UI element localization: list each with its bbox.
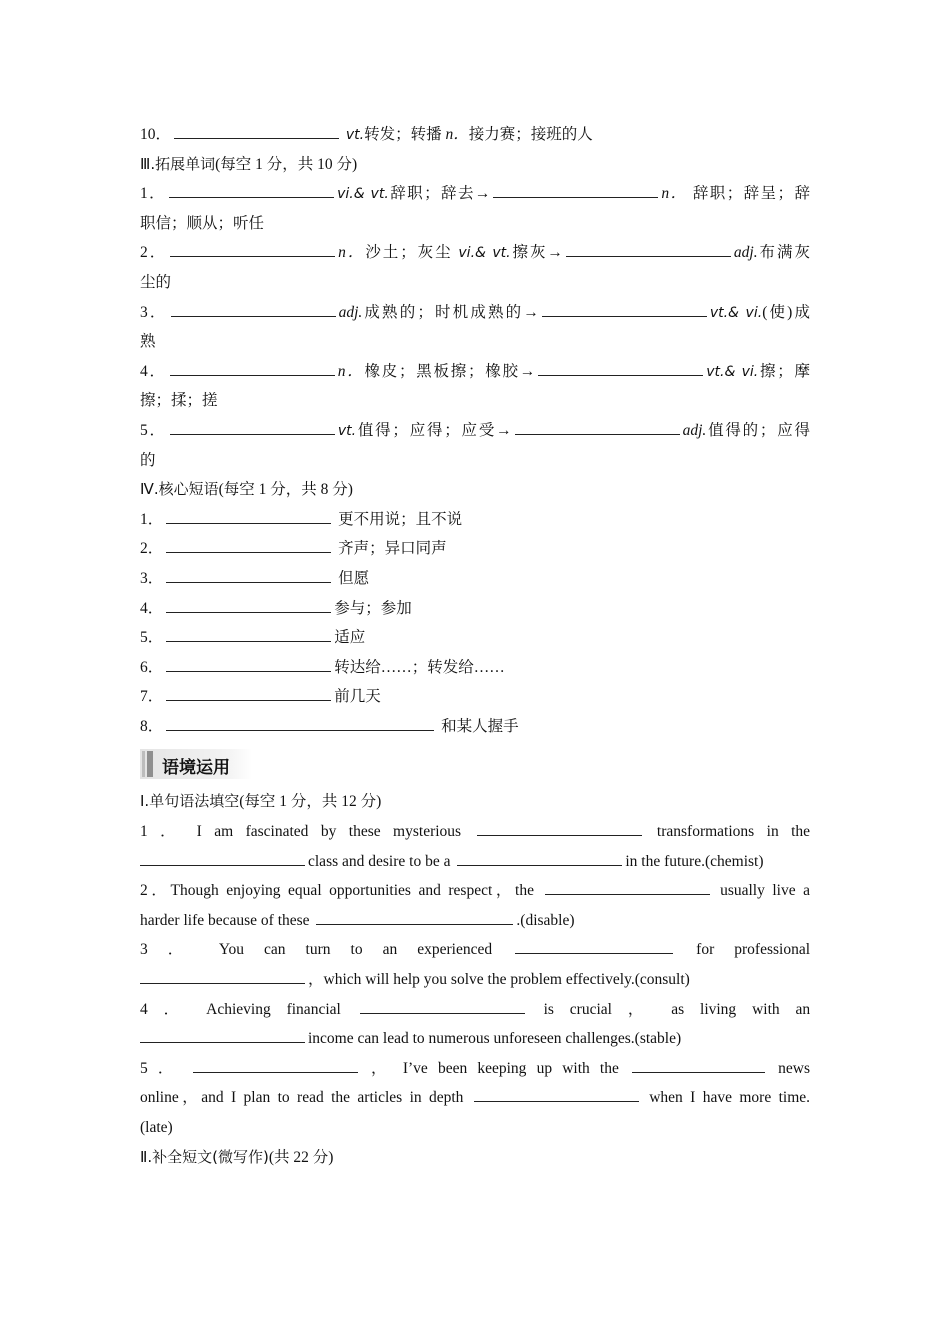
extended-word-3-cont: [140, 327, 810, 357]
text-sentences-s1a-1: ．: [160, 823, 185, 841]
text-sectionI-title: 单句语法填空: [149, 792, 240, 811]
text-sentences-s1c: in the future.(chemist): [625, 852, 764, 870]
section-banner: [140, 749, 252, 779]
text-top-item-pos1: vt.: [345, 127, 365, 143]
text-sentences-s5a-6: up: [536, 1059, 553, 1077]
text-sentences-s4b: income can lead to numerous unforeseen challenges.(stable): [308, 1030, 682, 1048]
text-sentences-s4a-10: an: [795, 1000, 811, 1018]
answer-blank[interactable]: [474, 1086, 639, 1102]
text-sentences-s5a-0: 5: [140, 1059, 148, 1077]
banner-title: 语境运用: [162, 758, 230, 779]
text-sentences-s1a-7: mysterious: [393, 823, 462, 841]
text-phrases-5-num: 6．: [140, 658, 164, 676]
answer-blank[interactable]: [140, 1027, 305, 1043]
answer-blank[interactable]: [632, 1057, 765, 1073]
answer-blank[interactable]: [515, 938, 673, 954]
answer-blank[interactable]: [457, 850, 622, 866]
sentence-3-line-2: [140, 965, 810, 995]
text-sentences-s1a-6: these: [348, 823, 381, 841]
answer-blank[interactable]: [166, 715, 434, 731]
text-section3-title: 拓展单词: [155, 154, 216, 173]
text-sectionI-note: (每空 1 分，共 12 分): [239, 793, 382, 811]
text-sentences-s3a-6: an: [382, 941, 398, 959]
text-sectionI-roman: Ⅰ.: [140, 792, 150, 811]
section-heading-i: [140, 787, 810, 817]
text-words-0-num: 1．: [140, 185, 167, 203]
answer-blank[interactable]: [542, 301, 707, 317]
answer-blank[interactable]: [316, 909, 513, 925]
text-phrases-0-meaning: 更不用说；且不说: [338, 510, 463, 528]
text-sentences-s5a-9: news: [778, 1059, 810, 1077]
text-sentences-s1a-2: I: [196, 823, 202, 841]
answer-blank[interactable]: [174, 123, 339, 139]
section-heading-4: [140, 475, 810, 505]
text-words-1-pos1: n．: [338, 244, 366, 262]
extended-word-5-cont: [140, 446, 810, 476]
text-sentences-s2a-2: usually live a: [720, 882, 811, 900]
text-sectionII-title: 补全短文(微写作): [152, 1147, 269, 1166]
sentence-2-line-2: [140, 906, 810, 936]
text-sentences-s4a-2: Achieving: [206, 1000, 271, 1018]
answer-blank[interactable]: [515, 419, 680, 435]
text-words-4-pos1: vt.: [337, 422, 357, 439]
extended-word-2-cont: [140, 268, 810, 298]
text-sentences-s5b-2: when I have more time.: [649, 1089, 811, 1107]
text-words-1-cont: 尘的: [140, 273, 172, 291]
phrase-item-1: [140, 505, 810, 535]
extended-word-3: [140, 298, 810, 328]
text-sentences-s5a-3: I’ve: [402, 1059, 428, 1077]
answer-blank[interactable]: [166, 537, 331, 553]
text-sectionII-roman: Ⅱ.: [140, 1147, 153, 1166]
text-phrases-7-num: 8．: [140, 717, 164, 735]
text-section3-note: (每空 1 分，共 10 分): [215, 155, 358, 173]
answer-blank[interactable]: [170, 419, 335, 435]
answer-blank[interactable]: [166, 597, 331, 613]
text-sentences-s5c: (late): [140, 1119, 173, 1136]
extended-word-1-cont: [140, 209, 810, 239]
text-sentences-s1a-10: the: [791, 823, 811, 841]
text-words-1-num: 2．: [140, 244, 168, 262]
text-sentences-s4a-4: is: [543, 1000, 554, 1018]
text-top-item-meaning1: 转发；转播: [364, 126, 442, 143]
text-sentences-s4a-8: living: [700, 1000, 737, 1018]
answer-blank[interactable]: [170, 360, 335, 376]
answer-blank[interactable]: [166, 685, 331, 701]
text-section4-title: 核心短语: [158, 480, 219, 499]
text-sentences-s5b-1: online，and I plan to read the articles in depth: [140, 1089, 464, 1107]
text-phrases-2-meaning: 但愿: [338, 569, 370, 587]
text-words-0-m1: 辞职；辞去: [388, 185, 475, 203]
text-sentences-s1a-4: fascinated: [245, 823, 309, 841]
text-phrases-5-meaning: 转达给……；转发给……: [334, 658, 505, 676]
text-sentences-s5a-8: the: [599, 1059, 619, 1077]
answer-blank[interactable]: [193, 1057, 358, 1073]
answer-blank[interactable]: [140, 968, 305, 984]
sentence-3-line-1: [140, 935, 810, 965]
text-words-4-cont: 的: [140, 451, 156, 469]
extended-word-2: [140, 238, 810, 268]
text-sentences-s5a-7: with: [562, 1059, 590, 1077]
text-words-4-pos2: adj.: [682, 421, 707, 439]
sentence-5-line-1: [140, 1054, 810, 1084]
text-sentences-s5a-2: ，: [370, 1059, 393, 1077]
sentence-1-line-2: [140, 847, 810, 877]
text-words-1-m1: 沙土；灰尘: [365, 244, 453, 262]
text-words-4-m1: 值得；应得；应受: [356, 421, 497, 439]
text-section4-note: (每空 1 分，共 8 分): [218, 481, 353, 499]
text-sentences-s3a-0: 3: [140, 941, 148, 959]
text-sentences-s3a-7: experienced: [417, 941, 493, 959]
text-phrases-3-num: 4．: [140, 599, 164, 617]
sentence-5-line-2: [140, 1083, 810, 1113]
sentence-4-line-2: [140, 1024, 810, 1054]
text-sentences-s4a-7: as: [671, 1000, 685, 1018]
answer-blank[interactable]: [169, 182, 334, 198]
text-sentences-s1a-9: in: [766, 823, 779, 841]
extended-word-4-cont: [140, 386, 810, 416]
text-words-1-pos1b: vi.& vt.: [458, 245, 511, 262]
text-words-1-pos2: adj.: [733, 244, 758, 262]
text-sectionII-note: (共 22 分): [268, 1148, 334, 1166]
text-sentences-s4a-9: with: [752, 1000, 780, 1018]
text-sentences-s4a-0: 4: [140, 1000, 148, 1018]
text-words-2-m1: 成熟的；时机成熟的: [362, 303, 524, 321]
text-sentences-s2b-2: .(disable): [516, 911, 575, 929]
text-sentences-s4a-5: crucial: [569, 1000, 612, 1018]
text-words-1-arrow: →: [547, 244, 563, 262]
text-sentences-s1a-8: transformations: [656, 823, 755, 841]
section-heading-ii: [140, 1143, 810, 1173]
section-heading-3: [140, 150, 810, 180]
phrase-item-7: [140, 682, 810, 712]
text-sentences-s3a-1: ．: [167, 941, 200, 959]
text-sentences-s2a-1: 2．Though enjoying equal opportunities and respect，the: [140, 882, 534, 900]
text-sentences-s5a-5: keeping: [477, 1059, 527, 1077]
text-section3-roman: Ⅲ.: [140, 154, 156, 173]
answer-blank[interactable]: [545, 879, 710, 895]
text-phrases-3-meaning: 参与；参加: [334, 599, 412, 617]
text-sentences-s3a-8: for: [696, 941, 715, 959]
text-phrases-4-num: 5．: [140, 629, 164, 647]
text-sentences-s4a-1: ．: [163, 1000, 192, 1018]
text-top-item-meaning2: 接力赛；接班的人: [468, 126, 593, 143]
answer-blank[interactable]: [166, 626, 331, 642]
banner-bar-dark: [147, 751, 153, 777]
text-sentences-s5a-4: been: [437, 1059, 468, 1077]
phrase-item-3: [140, 564, 810, 594]
answer-blank[interactable]: [140, 850, 305, 866]
text-phrases-4-meaning: 适应: [334, 629, 366, 647]
answer-blank[interactable]: [360, 998, 525, 1014]
phrase-item-6: [140, 653, 810, 683]
sentence-4-line-1: [140, 995, 810, 1025]
text-words-3-m1: 橡皮；黑板擦；橡胶: [364, 362, 520, 380]
text-sentences-s1a-3: am: [214, 823, 234, 841]
vocab-item-10: [140, 120, 810, 150]
text-words-3-num: 4．: [140, 362, 167, 380]
phrase-item-5: [140, 623, 810, 653]
text-words-3-cont: 擦；揉；搓: [140, 392, 218, 410]
text-phrases-2-num: 3．: [140, 569, 164, 587]
text-words-2-cont: 熟: [140, 333, 156, 351]
phrase-item-4: [140, 594, 810, 624]
answer-blank[interactable]: [566, 241, 731, 257]
sentence-2-line-1: [140, 876, 810, 906]
text-words-2-pos1: adj.: [338, 303, 363, 321]
text-words-2-num: 3．: [140, 303, 168, 321]
text-phrases-1-meaning: 齐声；异口同声: [338, 540, 447, 558]
worksheet-page: [140, 120, 810, 1172]
text-phrases-0-num: 1．: [140, 510, 164, 528]
text-words-4-arrow: →: [496, 421, 512, 439]
text-sentences-s3a-4: turn: [305, 941, 331, 959]
text-top-item-num: 10．: [140, 126, 172, 143]
text-words-3-pos2: vt.& vi.: [706, 363, 759, 380]
answer-blank[interactable]: [493, 182, 658, 198]
banner-bar-light: [142, 751, 145, 777]
text-sentences-s3a-2: You: [218, 941, 244, 959]
sentence-5-line-3: [140, 1113, 810, 1143]
text-sentences-s5a-1: ．: [157, 1059, 180, 1077]
text-section4-roman: Ⅳ.: [140, 480, 159, 499]
text-words-0-cont: 职信；顺从；听任: [140, 214, 265, 232]
sentence-1-line-1: [140, 817, 810, 847]
text-sentences-s2b-1: harder life because of these: [140, 911, 310, 929]
text-words-2-pos2: vt.& vi.: [709, 304, 763, 321]
text-words-0-m2: 辞职；辞呈；辞: [692, 185, 810, 203]
text-words-1-m2: 布满灰: [757, 244, 810, 262]
text-sentences-s3a-3: can: [264, 941, 286, 959]
text-phrases-1-num: 2．: [140, 540, 164, 558]
text-words-1-m1b: 擦灰: [510, 244, 548, 262]
text-words-4-num: 5．: [140, 421, 167, 439]
text-sentences-s1b: class and desire to be a: [308, 852, 451, 870]
text-sentences-s4a-3: financial: [286, 1000, 341, 1018]
text-words-0-pos2: n．: [661, 185, 688, 203]
text-sentences-s3a-5: to: [350, 941, 363, 959]
answer-blank[interactable]: [166, 508, 331, 524]
answer-blank[interactable]: [171, 301, 336, 317]
answer-blank[interactable]: [170, 241, 335, 257]
text-words-3-pos1: n．: [337, 362, 365, 380]
text-sentences-s1a-5: by: [320, 823, 337, 841]
text-words-2-m2: (使)成: [762, 303, 810, 321]
phrase-item-2: [140, 534, 810, 564]
text-phrases-6-num: 7．: [140, 688, 164, 706]
answer-blank[interactable]: [538, 360, 703, 376]
answer-blank[interactable]: [166, 656, 331, 672]
text-words-3-m2: 擦；摩: [758, 362, 810, 380]
text-words-4-m2: 值得的；应得: [706, 421, 810, 439]
extended-word-4: [140, 357, 810, 387]
text-words-0-arrow: →: [474, 185, 491, 203]
text-sentences-s1a-0: 1: [140, 823, 148, 841]
text-phrases-7-meaning: 和某人握手: [441, 717, 519, 735]
text-sentences-s4a-6: ，: [627, 1000, 656, 1018]
text-words-2-arrow: →: [523, 303, 539, 321]
text-phrases-6-meaning: 前几天: [334, 688, 381, 706]
extended-word-1: [140, 179, 810, 209]
answer-blank[interactable]: [166, 567, 331, 583]
phrase-item-8: [140, 712, 810, 742]
extended-word-5: [140, 416, 810, 446]
text-sentences-s3a-9: professional: [734, 941, 811, 959]
text-sentences-s3b: ，which will help you solve the problem effectively.(consult): [308, 971, 690, 989]
text-words-0-pos1: vi.& vt.: [337, 186, 389, 203]
text-top-item-pos2: n．: [445, 126, 469, 143]
answer-blank[interactable]: [477, 820, 642, 836]
text-words-3-arrow: →: [519, 362, 536, 380]
